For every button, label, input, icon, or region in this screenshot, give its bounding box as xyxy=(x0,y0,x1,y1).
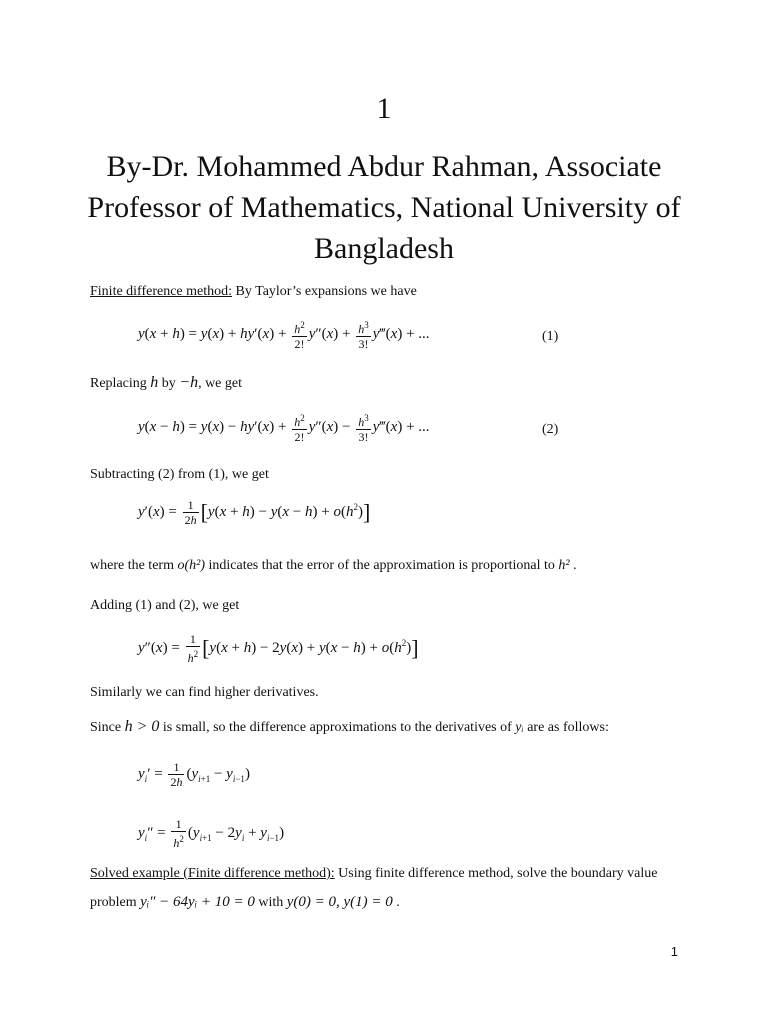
equation-4: y″(x) = $\frac{1}{h^2}$ $[y(x + h) - 2y(x) + y(x - h) + o(h^2)]$ xyxy=(138,632,419,665)
since-pre: Since xyxy=(90,720,125,735)
solved-example-line xyxy=(90,865,658,883)
boundary-conditions: y(0) = 0, y(1) = 0 xyxy=(286,894,393,910)
footer-page-number: 1 xyxy=(670,944,678,959)
page-number-heading: 1 xyxy=(376,92,392,125)
problem-with: with xyxy=(254,895,287,910)
since-post: are as follows: xyxy=(523,720,609,735)
solved-example-text: Using finite difference method, solve the boundary value xyxy=(334,866,658,881)
since-condition: h > 0 xyxy=(124,718,160,735)
document-title: By-Dr. Mohammed Abdur Rahman, Associate Professor of Mathematics, National University of Bangladesh xyxy=(87,150,681,265)
subtracting-line: Subtracting (2) from (1), we get xyxy=(90,467,269,482)
adding-line: Adding (1) and (2), we get xyxy=(90,598,240,613)
similarly-line: Similarly we can find higher derivatives. xyxy=(90,685,319,700)
since-mid: is small, so the difference approximations to the derivatives of xyxy=(159,720,516,735)
solved-example-heading: Solved example (Finite difference method): xyxy=(90,866,335,881)
where-pre: where the term xyxy=(90,558,178,573)
replacing-pre: Replacing xyxy=(90,376,151,391)
where-term-line xyxy=(90,557,577,575)
problem-pre: problem xyxy=(90,895,141,910)
symbol-neg-h: −h xyxy=(179,374,199,391)
replacing-line xyxy=(90,374,242,393)
term-h2: h² xyxy=(558,558,570,573)
equation-5: $y_i'$ = $\frac{1}{2h}$ $(y_{i+1} - y_{i-1})$ xyxy=(138,760,250,789)
section-heading: Finite difference method: xyxy=(90,284,233,299)
section-intro xyxy=(90,283,417,301)
equation-2: y(x − h) = y(x) − hy′(x) + $\frac{h^2}{2!}$ y″(x) − $\frac{h^3}{3!}$ y‴(x) + ... xyxy=(138,413,430,444)
where-mid: indicates that the error of the approximation is proportional to xyxy=(205,558,559,573)
solved-example-problem xyxy=(90,893,400,912)
where-end: . xyxy=(569,558,577,573)
equation-1-label: (1) xyxy=(542,329,559,344)
since-line xyxy=(90,718,609,737)
replacing-by: by xyxy=(158,376,180,391)
equation-3: y′(x) = $\frac{1}{2h}$ $[y(x + h) - y(x - h) + o(h^2)]$ xyxy=(138,498,371,528)
section-intro-text: By Taylor’s expansions we have xyxy=(232,284,417,299)
equation-1: y(x + h) = y(x) + hy′(x) + $\frac{h^2}{2!}$ y″(x) + $\frac{h^3}{3!}$ y‴(x) + ... xyxy=(138,320,430,351)
problem-end: . xyxy=(392,895,400,910)
symbol-h: h xyxy=(150,374,159,391)
term-o-h2: o(h²) xyxy=(177,558,205,573)
equation-2-label: (2) xyxy=(542,422,559,437)
ode-equation: yᵢ″ − 64yᵢ + 10 = 0 xyxy=(140,894,255,910)
symbol-yi: yᵢ xyxy=(515,720,524,735)
replacing-post: , we get xyxy=(198,376,242,391)
equation-6: $y_i''$ = $\frac{1}{h^2}$ $(y_{i+1} - 2y_i + y_{i-1})$ xyxy=(138,817,285,850)
